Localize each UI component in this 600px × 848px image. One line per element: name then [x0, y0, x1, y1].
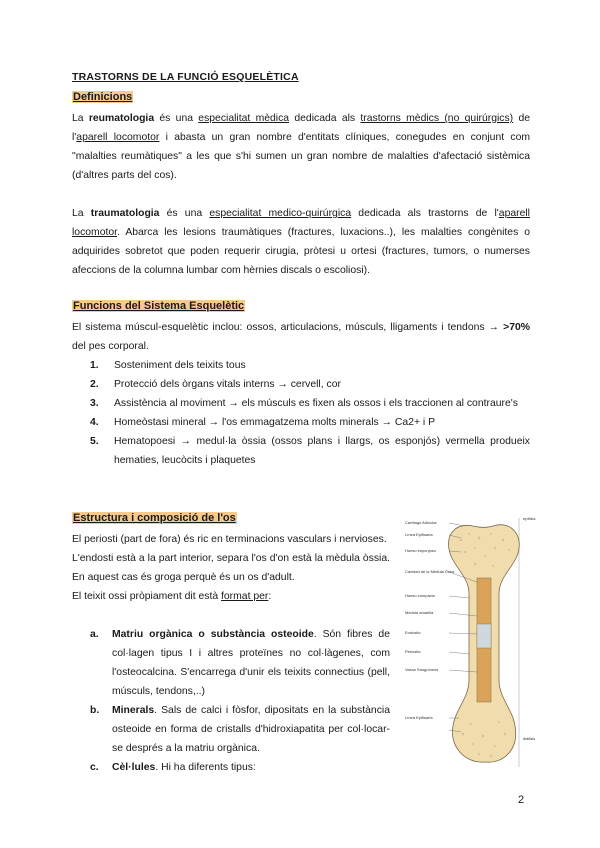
figure-label: Periostio: [405, 649, 421, 654]
figure-label: Hueso compacto: [405, 593, 436, 598]
page-number: 2: [518, 794, 525, 806]
figure-label: Cavidad de la Médula Ósea: [405, 569, 455, 574]
link-especialitat-medica[interactable]: especialitat mèdica: [198, 113, 290, 124]
list-item: 3. Assistència al moviment → els músculs es fixen als ossos i els traccionen al contraure's: [90, 398, 518, 409]
link-aparell-locomotor[interactable]: aparell locomotor: [76, 132, 160, 143]
term-traumatologia: traumatologia: [90, 208, 160, 219]
paragraph-teixit-ossi: El teixit ossi pròpiament dit està format per:: [72, 591, 272, 602]
figure-label: Médula amarilla: [405, 610, 434, 615]
figure-label-epifisis: epífisis: [523, 516, 536, 521]
paragraph-reumatologia: La reumatologia és una especialitat mèdica dedicada als trastorns mèdics (no quirúrgics) de l'aparell locomotor i abasta un gran nombre d'entitats clíniques, conegudes en conjunt com "malalties reumàtiques" a les que s'hi sumen un gran nombre de malalties d'afectació sistèmica (d'altres parts del cos).: [72, 113, 531, 181]
cutaway-window: [477, 624, 491, 648]
list-item: 1. Sosteniment dels teixits tous: [90, 360, 246, 371]
long-bone-diagram: [395, 512, 565, 772]
list-item: c. Cèl·lules. Hi ha diferents tipus:: [90, 762, 256, 773]
link-aparell-locomotor-2[interactable]: aparell locomotor: [72, 208, 530, 238]
figure-label: Línea Epifisaria: [405, 715, 433, 720]
figure-label: Línea Epifisaria: [405, 532, 433, 537]
paragraph-endosti: L'endosti està a la part interior, separa l'os d'on està la mèdula òssia. En aquest cas és groga perquè és un os d'adult.: [72, 553, 390, 583]
link-especialitat-medico-quirurgica[interactable]: especialitat medico-quirúrgica: [209, 208, 352, 219]
funcions-list: [90, 356, 530, 470]
term-reumatologia: reumatologia: [88, 113, 155, 124]
list-item: b. Minerals. Sals de calci i fòsfor, dipositats en la substància osteoide en forma de cristalls d'hidroxiapatita per col·locar-se després a la matriu orgànica.: [90, 705, 390, 754]
list-item: a. Matriu orgànica o substància osteoide. Són fibres de col·lagen tipus I i altres proteïnes no col·làgenes, com l'osteocalcina. S'encarrega d'unir els teixits connectius (pell, músculs, tendons,..): [90, 629, 390, 697]
figure-label: Endostio: [405, 630, 421, 635]
estructura-text: [72, 530, 390, 606]
list-item: 2. Protecció dels òrgans vitals interns → cervell, cor: [90, 379, 341, 390]
heading-estructura: Estructura i composició de l'os: [73, 512, 236, 524]
document-title: TRASTORNS DE LA FUNCIÓ ESQUELÈTICA: [72, 71, 299, 83]
paragraph-traumatologia: La traumatologia és una especialitat medico-quirúrgica dedicada als trastorns de l'aparell locomotor. Abarca les lesions traumàtiques (fractures, luxacions..), les malalties congènites o adquirides sobretot que poden requerir cirugia, pròtesi u ortesi (fractures, tumors, o numerses afeccions de la columna lumbar com hèrnies discals o escoliosi).: [72, 208, 530, 276]
heading-definicions: Definicions: [73, 91, 133, 103]
paragraph-funcions-intro: El sistema múscul-esquelètic inclou: ossos, articulacions, músculs, lligaments i tendons → >70% del pes corporal.: [72, 322, 530, 352]
figure-label-diafisis: diáfisis: [523, 736, 536, 741]
list-item: 4. Homeòstasi mineral → l'os emmagatzema molts minerals → Ca2+ i P: [90, 417, 436, 428]
composicio-list: [90, 625, 390, 777]
figure-label: Vasos Sanguíneos: [405, 667, 439, 672]
figure-label: Hueso esponjoso: [405, 548, 436, 553]
list-item: 5. Hematopoesi → medul·la òssia (ossos plans i llargs, os esponjós) vermella produeix hematies, leucòcits i plaquetes: [90, 436, 530, 466]
heading-funcions: Funcions del Sistema Esquelètic: [73, 300, 245, 312]
figure-label: Cartílago Articular: [405, 520, 437, 525]
link-trastorns-medics[interactable]: trastorns mèdics (no quirúrgics): [360, 113, 514, 124]
paragraph-periosti: El periosti (part de fora) és ric en terminacions vasculars i nervioses.: [72, 534, 387, 545]
